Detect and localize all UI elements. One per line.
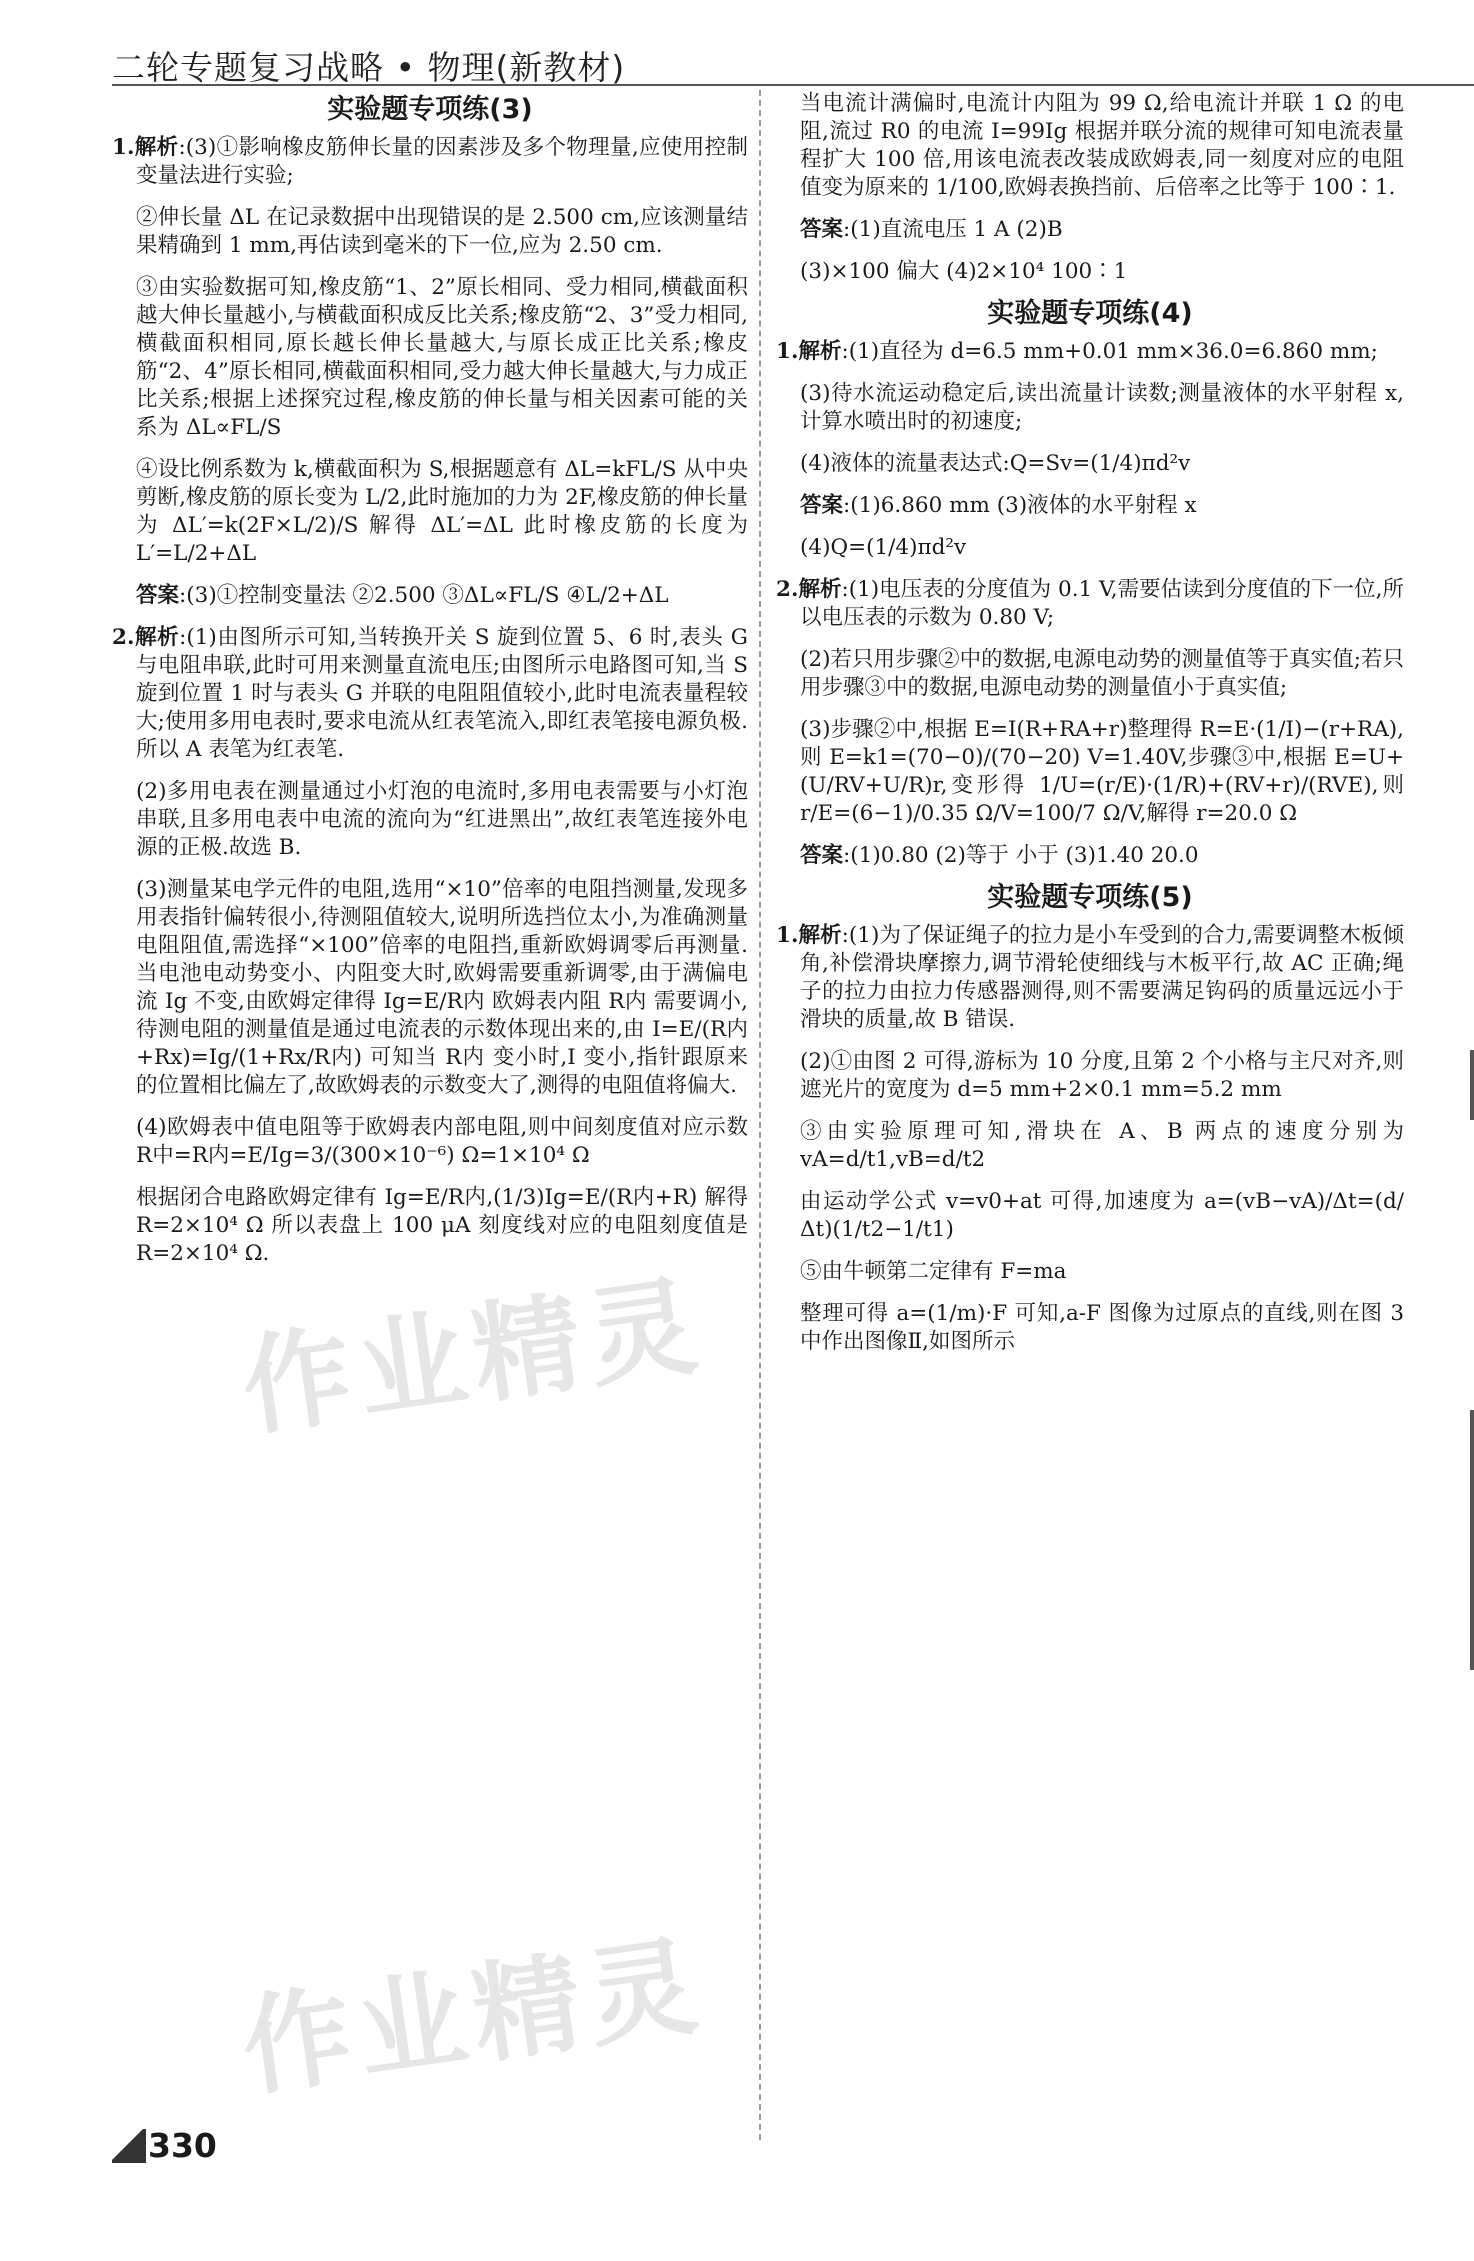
paragraph-text: :(3)①影响橡皮筋伸长量的因素涉及多个物理量,应使用控制变量法进行实验; [136,135,748,188]
question-paragraph [776,922,1404,1034]
watermark: 作业精灵 [234,1923,712,2112]
corner-arrow-icon [112,2129,146,2163]
paragraph-text: 当电流计满偏时,电流计内阻为 99 Ω,给电流计并联 1 Ω 的电阻,流过 R0 的电流 I=99Ig 根据并联分流的规律可知电流表量程扩大 100 倍,用该电流表改装成欧姆表,同一刻度对应的电阻值变为原来的 1/100,欧姆表换挡前、后倍率之比等于 100∶1. [800,91,1404,200]
solution-paragraph [112,456,748,568]
answer-paragraph [776,492,1404,520]
watermark: 作业精灵 [234,1263,712,1452]
section-title: 实验题专项练(5) [987,882,1193,913]
paragraph-text: ④设比例系数为 k,横截面积为 S,根据题意有 ΔL=kFL/S 从中央剪断,橡皮筋的原长变为 L/2,此时施加的力为 2F,橡皮筋的伸长量为 ΔL′=k(2F×L/2)/S 解得 ΔL′=ΔL 此时橡皮筋的长度为 L′=L/2+ΔL [136,457,748,566]
solution-paragraph [776,1258,1404,1286]
page-header: 二轮专题复习战略 • 物理(新教材) [112,48,626,87]
solution-paragraph [776,90,1404,202]
section-title: 实验题专项练(3) [327,94,533,125]
paragraph-text: :(1)电压表的分度值为 0.1 V,需要估读到分度值的下一位,所以电压表的示数为 0.80 V; [800,577,1404,630]
paragraph-text: 整理可得 a=(1/m)·F 可知,a-F 图像为过原点的直线,则在图 3 中作出图像Ⅱ,如图所示 [800,1301,1404,1354]
page-number-text: 330 [148,2126,217,2165]
answer-label: 答案 [800,843,844,868]
section-title: 实验题专项练(4) [987,298,1193,329]
paragraph-text: (3)测量某电学元件的电阻,选用“×10”倍率的电阻挡测量,发现多用表指针偏转很小,待测阻值较大,说明所选挡位太小,为准确测量电阻阻值,需选择“×100”倍率的电阻挡,重新欧姆调零后再测量.当电池电动势变小、内阻变大时,欧姆需要重新调零,由于满偏电流 Ig 不变,由欧姆定律得 Ig=E/R内 欧姆表内阻 R内 需要调小,待测电阻的测量值是通过电流表的示数体现出来的,由 I=E/(R内+Rx)=Ig/(1+Rx/R内) 可知当 R内 变小时,I 变小,指针跟原来的位置相比偏左了,故欧姆表的示数变大了,测得的电阻值将偏大. [136,877,748,1098]
header-rule [112,84,1474,86]
paragraph-text: ②伸长量 ΔL 在记录数据中出现错误的是 2.500 cm,应该测量结果精确到 1 mm,再估读到毫米的下一位,应为 2.50 cm. [136,205,748,258]
solution-paragraph [776,258,1404,286]
solution-paragraph [776,450,1404,478]
edge-mark [1470,1050,1474,1120]
paragraph-text: (3)待水流运动稳定后,读出流量计读数;测量液体的水平射程 x,计算水喷出时的初速度; [800,381,1404,434]
question-number: 2. [776,577,799,602]
question-number: 1. [776,923,799,948]
analysis-label: 解析 [134,135,179,160]
paragraph-text: (4)Q=(1/4)πd²v [800,535,967,560]
paragraph-text: (2)若只用步骤②中的数据,电源电动势的测量值等于真实值;若只用步骤③中的数据,电源电动势的测量值小于真实值; [800,647,1404,700]
solution-paragraph [776,534,1404,562]
paragraph-text: (2)多用电表在测量通过小灯泡的电流时,多用电表需要与小灯泡串联,且多用电表中电流的流向为“红进黑出”,故红表笔连接外电源的正极.故选 B. [136,779,748,860]
paragraph-text: 根据闭合电路欧姆定律有 Ig=E/R内,(1/3)Ig=E/(R内+R) 解得 R=2×10⁴ Ω 所以表盘上 100 μA 刻度线对应的电阻刻度值是 R=2×10⁴ Ω. [136,1185,748,1266]
analysis-label: 解析 [798,577,842,602]
paragraph-text: (4)欧姆表中值电阻等于欧姆表内部电阻,则中间刻度值对应示数 R中=R内=E/Ig=3/(300×10⁻⁶) Ω=1×10⁴ Ω [136,1115,748,1168]
question-paragraph [776,576,1404,632]
column-divider [759,90,761,2140]
paragraph-text: (2)①由图 2 可得,游标为 10 分度,且第 2 个小格与主尺对齐,则遮光片的宽度为 d=5 mm+2×0.1 mm=5.2 mm [800,1049,1404,1102]
solution-paragraph [776,1300,1404,1356]
paragraph-text: ⑤由牛顿第二定律有 F=ma [800,1259,1067,1284]
solution-paragraph [776,1118,1404,1174]
solution-paragraph [112,1114,748,1170]
answer-label: 答案 [800,217,844,242]
solution-paragraph [776,646,1404,702]
answer-paragraph [112,582,748,610]
paragraph-text: ③由实验原理可知,滑块在 A、B 两点的速度分别为 vA=d/t1,vB=d/t2 [800,1119,1404,1172]
question-number: 1. [776,339,799,364]
answer-label: 答案 [136,583,180,608]
solution-paragraph [776,1048,1404,1104]
left-column [112,90,748,1282]
edge-mark [1470,1410,1474,1670]
analysis-label: 解析 [134,625,180,650]
solution-paragraph [112,274,748,442]
question-paragraph [112,624,748,764]
paragraph-text: :(1)为了保证绳子的拉力是小车受到的合力,需要调整木板倾角,补偿滑块摩擦力,调节滑轮使细线与木板平行,故 AC 正确;绳子的拉力由拉力传感器测得,则不需要满足钩码的质量远远小于滑块的质量,故 B 错误. [800,923,1404,1032]
solution-paragraph [112,778,748,862]
answer-label: 答案 [800,493,844,518]
analysis-label: 解析 [798,339,842,364]
paragraph-text: ③由实验数据可知,橡皮筋“1、2”原长相同、受力相同,横截面积越大伸长量越小,与横截面积成反比关系;橡皮筋“2、3”受力相同,横截面积相同,原长越长伸长量越大,与原长成正比关系;橡皮筋“2、4”原长相同,横截面积相同,受力越大伸长量越大,与力成正比关系;根据上述探究过程,橡皮筋的伸长量与相关因素可能的关系为 ΔL∝FL/S [136,275,748,440]
question-paragraph [112,134,748,190]
paragraph-text: :(1)0.80 (2)等于 小于 (3)1.40 20.0 [843,843,1199,868]
paragraph-text: 由运动学公式 v=v0+at 可得,加速度为 a=(vB−vA)/Δt=(d/Δt)(1/t2−1/t1) [800,1189,1404,1242]
right-column [776,90,1404,1370]
paragraph-text: :(3)①控制变量法 ②2.500 ③ΔL∝FL/S ④L/2+ΔL [179,583,669,608]
answer-paragraph [776,842,1404,870]
solution-paragraph [112,204,748,260]
answer-paragraph [776,216,1404,244]
question-paragraph [776,338,1404,366]
solution-paragraph [776,380,1404,436]
question-number: 1. [112,135,135,160]
question-number: 2. [112,625,135,650]
solution-paragraph [112,876,748,1100]
analysis-label: 解析 [798,923,842,948]
paragraph-text: (4)液体的流量表达式:Q=Sv=(1/4)πd²v [800,451,1191,476]
page-number [112,2126,217,2165]
paragraph-text: (3)步骤②中,根据 E=I(R+RA+r)整理得 R=E·(1/I)−(r+RA),则 E=k1=(70−0)/(70−20) V=1.40V,步骤③中,根据 E=U+(U/RV+U/R)r,变形得 1/U=(r/E)·(1/R)+(RV+r)/(RVE),则 r/E=(6−1)/0.35 Ω/V=100/7 Ω/V,解得 r=20.0 Ω [800,717,1404,826]
paragraph-text: (3)×100 偏大 (4)2×10⁴ 100∶1 [800,259,1128,284]
solution-paragraph [776,1188,1404,1244]
solution-paragraph [112,1184,748,1268]
paragraph-text: :(1)直径为 d=6.5 mm+0.01 mm×36.0=6.860 mm; [841,339,1378,364]
paragraph-text: :(1)直流电压 1 A (2)B [843,217,1063,242]
paragraph-text: :(1)6.860 mm (3)液体的水平射程 x [843,493,1197,518]
solution-paragraph [776,716,1404,828]
paragraph-text: :(1)由图所示可知,当转换开关 S 旋到位置 5、6 时,表头 G 与电阻串联,此时可用来测量直流电压;由图所示电路图可知,当 S 旋到位置 1 时与表头 G 并联的电阻阻值较小,此时电流表量程较大;使用多用电表时,要求电流从红表笔流入,即红表笔接电源负极.所以 A 表笔为红表笔. [136,625,748,762]
